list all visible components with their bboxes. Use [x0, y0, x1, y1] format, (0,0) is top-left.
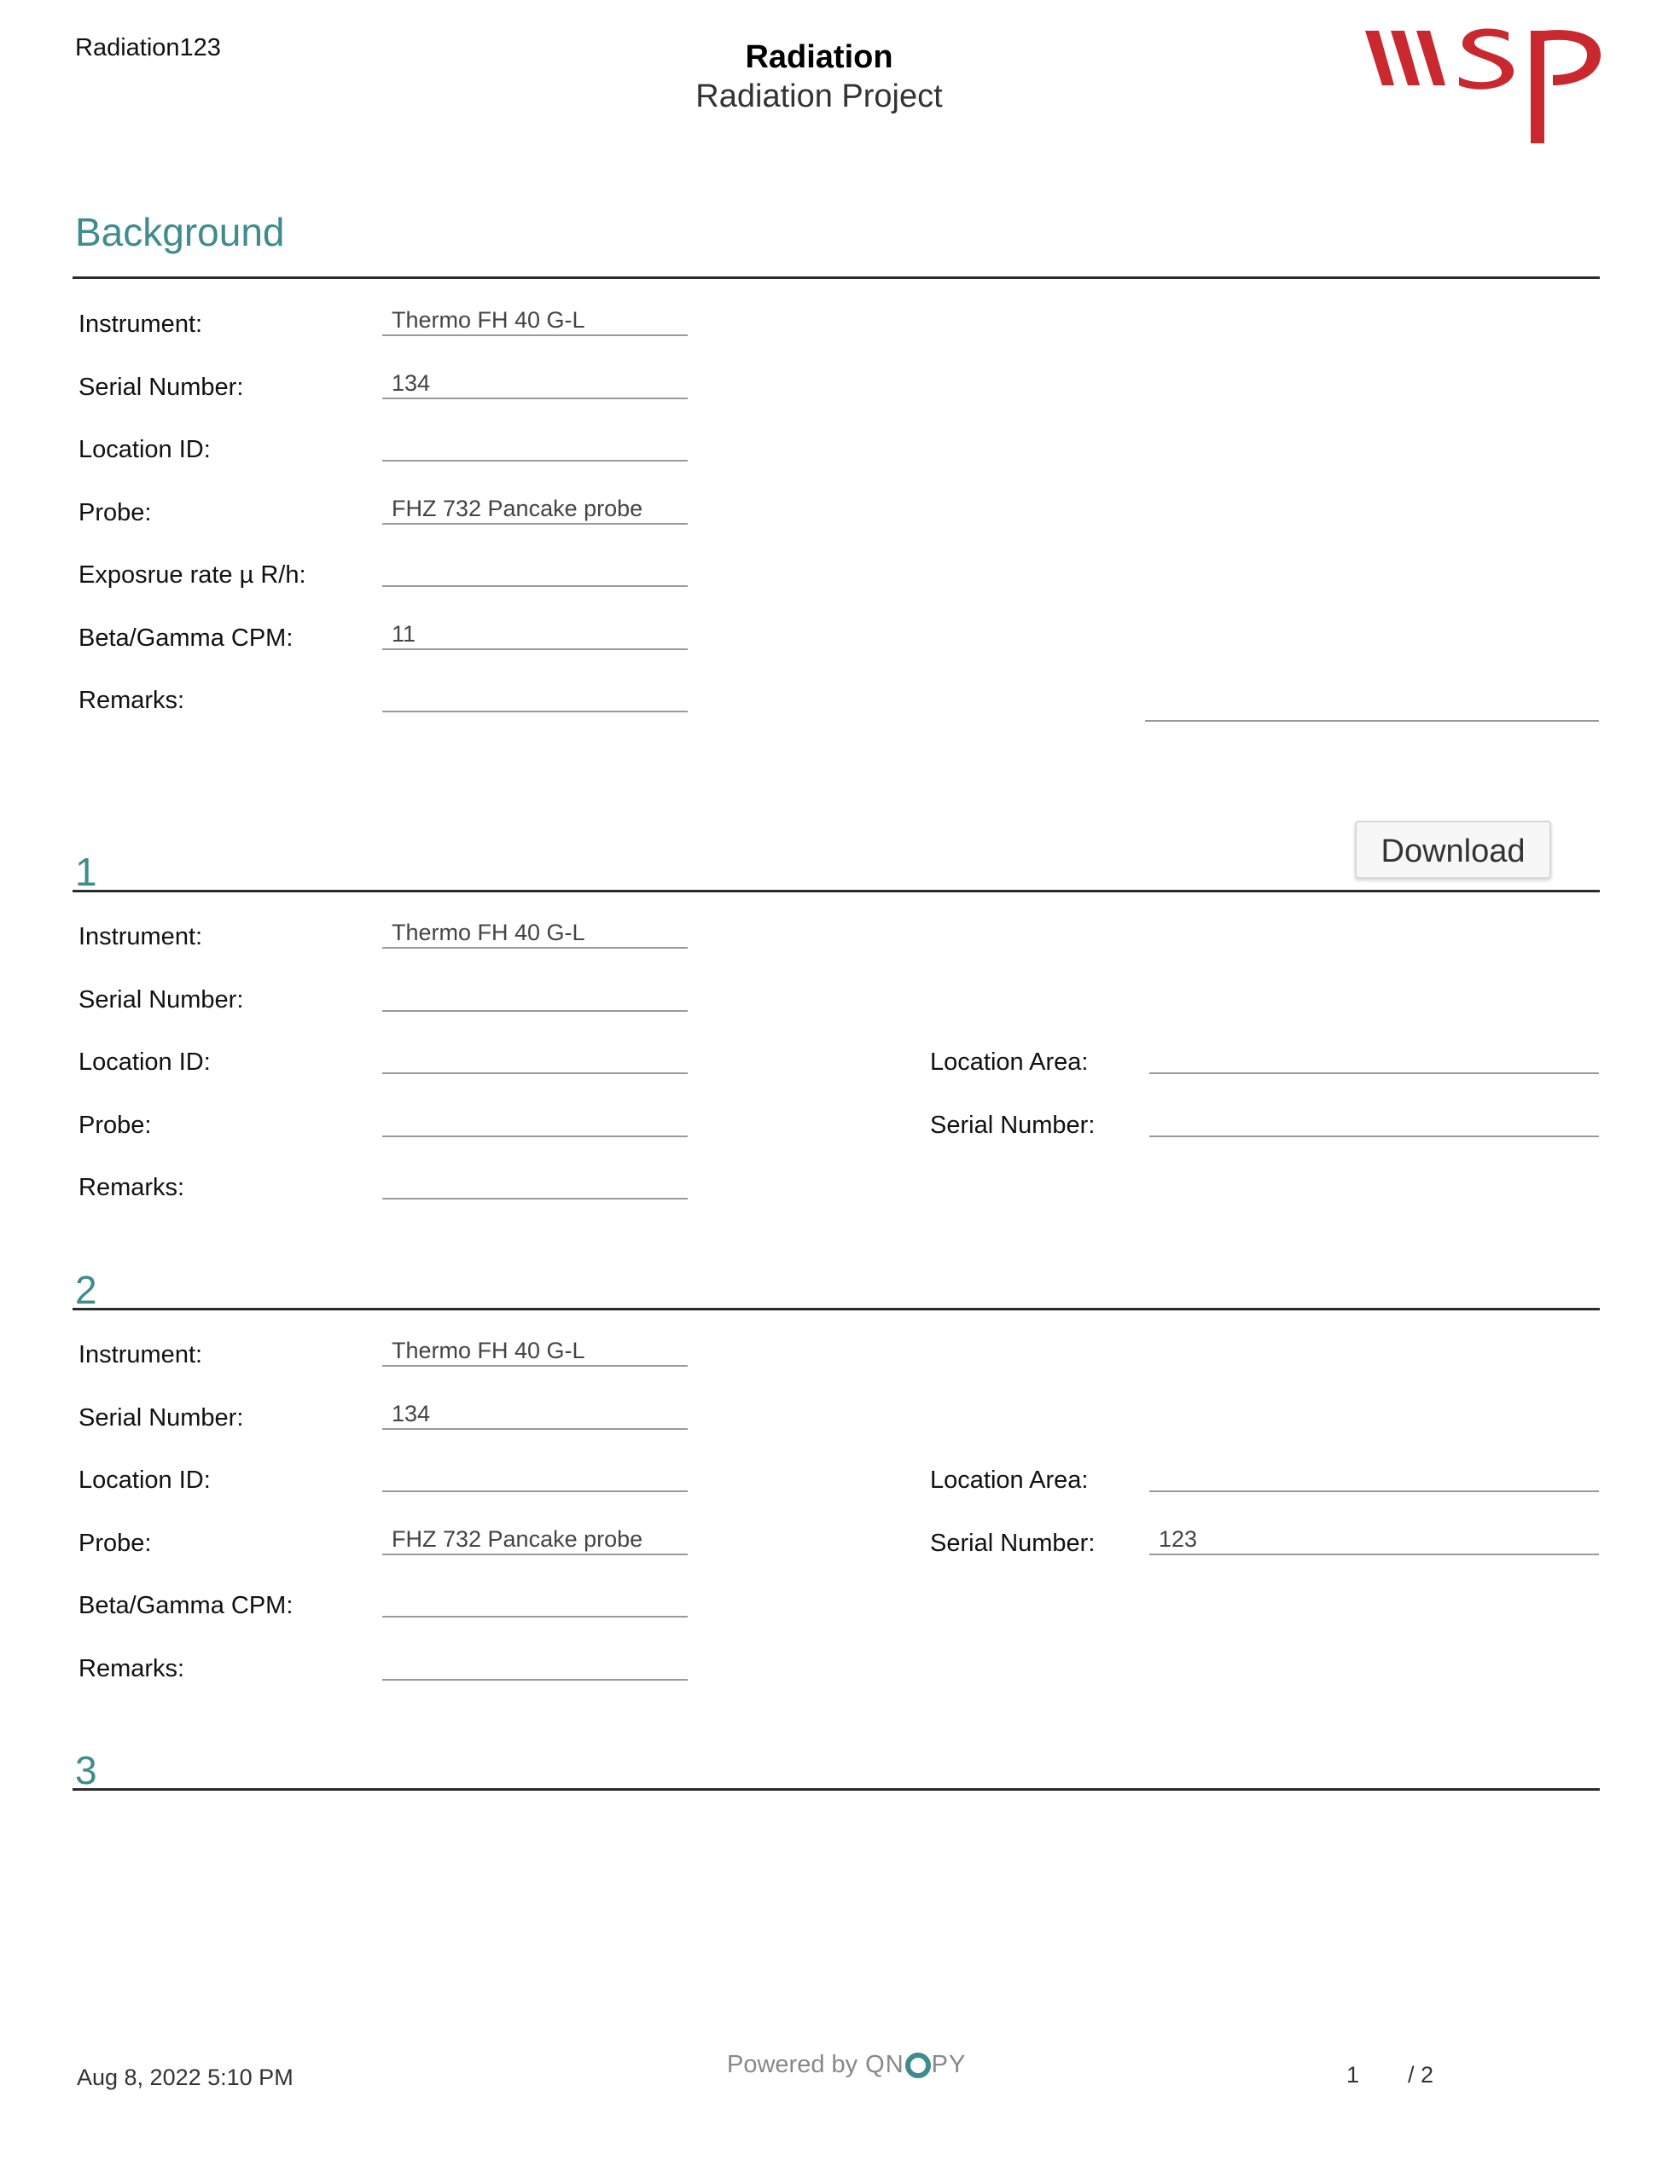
field-label: Instrument: [78, 1341, 203, 1368]
section-number-3: 3 [75, 1748, 97, 1792]
section-divider [73, 1308, 1600, 1310]
field-input[interactable] [382, 494, 688, 525]
field-value: FHZ 732 Pancake probe [392, 495, 643, 521]
field-value: 134 [392, 369, 431, 396]
field-input[interactable] [382, 1399, 688, 1430]
field-label: Beta/Gamma CPM: [78, 1592, 294, 1619]
download-button[interactable]: Download [1355, 821, 1551, 879]
wsp-logo [1363, 24, 1602, 143]
field-input[interactable] [382, 369, 688, 399]
powered-by[interactable] [727, 2051, 966, 2079]
section-divider [73, 276, 1600, 279]
section-number-2: 2 [75, 1268, 97, 1312]
field-value: Thermo FH 40 G-L [392, 1338, 585, 1363]
brand-text-right: PY [931, 2051, 967, 2078]
field-label: Serial Number: [930, 1111, 1096, 1139]
background-heading: Background [75, 210, 285, 254]
field-label: Serial Number: [78, 985, 244, 1014]
page-current: 1 [1346, 2062, 1360, 2088]
field-value: Thermo FH 40 G-L [392, 307, 585, 333]
brand-ring-icon [905, 2053, 931, 2078]
section-divider [73, 890, 1600, 892]
field-input[interactable] [382, 981, 688, 1012]
field-input[interactable] [1149, 1107, 1599, 1137]
field-input[interactable] [1149, 1525, 1599, 1555]
field-value: FHZ 732 Pancake probe [392, 1525, 643, 1552]
field-label: Location ID: [78, 1048, 211, 1076]
field-input[interactable] [382, 1587, 688, 1618]
field-input[interactable] [382, 1461, 688, 1492]
field-input[interactable] [382, 556, 688, 587]
field-value: 11 [392, 620, 416, 647]
field-input[interactable] [382, 1525, 688, 1555]
field-value: Thermo FH 40 G-L [392, 920, 585, 945]
field-input[interactable] [382, 682, 688, 712]
field-label: Probe: [78, 1111, 152, 1139]
field-label: Remarks: [78, 1654, 185, 1682]
page-title-block [648, 38, 990, 116]
footer-timestamp: Aug 8, 2022 5:10 PM [77, 2065, 294, 2090]
section-number-1: 1 [75, 850, 97, 894]
field-input[interactable] [382, 1169, 688, 1199]
field-value: 123 [1159, 1525, 1198, 1552]
field-input[interactable] [1149, 1043, 1599, 1074]
field-input[interactable] [1149, 1461, 1599, 1492]
page-subtitle: Radiation Project [695, 78, 943, 114]
field-label: Beta/Gamma CPM: [78, 624, 294, 652]
page-title: Radiation [745, 39, 893, 75]
field-label: Serial Number: [78, 1403, 244, 1432]
field-label: Exposrue rate µ R/h: [78, 561, 306, 589]
field-label: Location ID: [78, 1467, 211, 1494]
field-input[interactable] [382, 431, 688, 462]
field-label: Remarks: [78, 1174, 185, 1201]
remarks-extra-field[interactable] [1145, 691, 1599, 722]
field-input[interactable] [382, 305, 688, 336]
field-input[interactable] [382, 619, 688, 650]
field-input[interactable] [382, 1107, 688, 1137]
section-divider [73, 1788, 1600, 1791]
field-input[interactable] [382, 1650, 688, 1681]
field-input[interactable] [382, 918, 688, 949]
powered-by-label: Powered by [727, 2051, 858, 2078]
field-label: Serial Number: [930, 1529, 1096, 1557]
field-label: Instrument: [78, 923, 203, 950]
field-label: Location Area: [930, 1048, 1089, 1076]
field-label: Instrument: [78, 311, 203, 338]
field-label: Probe: [78, 1529, 152, 1557]
field-label: Location Area: [930, 1467, 1089, 1494]
field-value: 134 [392, 1400, 431, 1426]
field-input[interactable] [382, 1336, 688, 1367]
brand-text-left: QN [865, 2051, 904, 2078]
field-label: Remarks: [78, 687, 185, 714]
page-total: / 2 [1408, 2062, 1434, 2088]
field-label: Probe: [78, 498, 152, 526]
field-label: Serial Number: [78, 373, 244, 401]
field-input[interactable] [382, 1043, 688, 1074]
field-label: Location ID: [78, 436, 211, 463]
document-id: Radiation123 [75, 34, 221, 61]
